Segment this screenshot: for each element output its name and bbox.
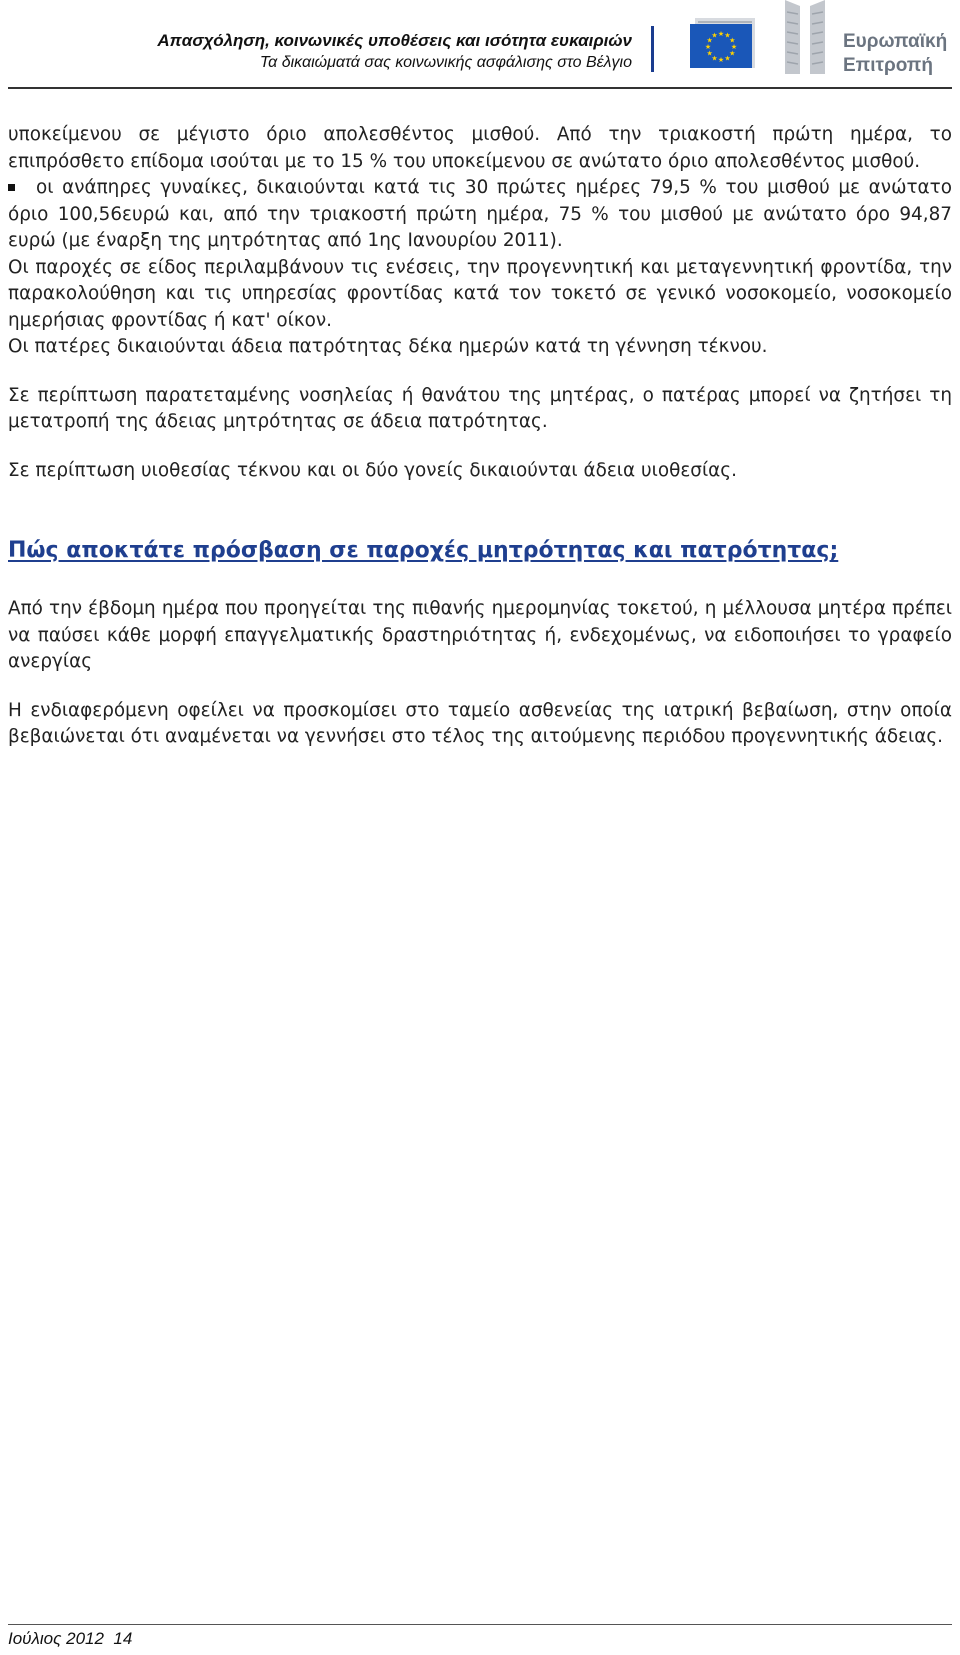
spacer [8,484,952,536]
spacer [8,436,952,458]
page-footer [8,1629,132,1649]
header-rule [8,87,952,89]
paragraph-adoption-leave: Σε περίπτωση υιοθεσίας τέκνου και οι δύο γονείς δικαιούνται άδεια υιοθεσίας. [8,459,737,481]
page-header [0,0,960,90]
paragraph-access-1: Από την έβδομη ημέρα που προηγείται της πιθανής ημερομηνίας τοκετού, η μέλλουσα μητέρα πρέπει να παύσει κάθε μορφή επαγγελματικής δραστηριότητας ή, ενδεχομένως, να ειδοποιήσει το γραφείο ανεργίας [8,598,952,672]
page-number: 14 [113,1629,133,1648]
logo-text [843,30,947,78]
spacer [8,566,952,596]
logo-line-2: Επιτροπή [843,55,933,76]
svg-text:★: ★ [711,31,718,40]
header-titles [157,30,632,74]
bullet-item-text: οι ανάπηρες γυναίκες, δικαιούνται κατά τις 30 πρώτες ημέρες 79,5 % του μισθού με ανώτατο όριο 100,56ευρώ και, από την τριακοστή πρώτη ημέρα, 75 % του μισθού με ανώτατο όρο 94,87 ευρώ (με έναρξη της μητρότητας από 1ης Ιανουρίου 2011). [8,177,952,251]
spacer [8,676,952,698]
paragraph-continued: υποκείμενου σε μέγιστο όριο απολεσθέντος μισθού. Από την τριακοστή πρώτη ημέρα, το επιπρόσθετο επίδομα ισούται με το 15 % του υποκείμενου σε ανώτατο όριο απολεσθέντος μισθού. [8,124,952,172]
svg-text:★: ★ [717,30,725,38]
eu-flag-icon [690,24,752,68]
svg-text:★: ★ [706,36,713,45]
section-heading: Πώς αποκτάτε πρόσβαση σε παροχές μητρότητας και πατρότητας; [8,538,839,563]
svg-text:★: ★ [724,31,731,40]
svg-text:★: ★ [706,49,713,58]
paragraph-transfer-leave: Σε περίπτωση παρατεταμένης νοσηλείας ή θανάτου της μητέρας, ο πατέρας μπορεί να ζητήσει τη μετατροπή της άδειας μητρότητας σε άδεια πατρότητας. [8,384,952,432]
paragraph-benefits-in-kind: Οι παροχές σε είδος περιλαμβάνουν τις ενέσεις, την προγεννητική και μεταγεννητική φροντίδα, την παρακολούθηση και τις υπηρεσίας φροντίδας κατά τον τοκετό σε γενικό νοσοκομείο, νοσοκομείο ημερήσιας φροντίδας ή κατ' οίκον. [8,256,952,331]
svg-text:★: ★ [711,54,718,63]
svg-text:★: ★ [729,49,736,58]
logo-line-1: Ευρωπαϊκή [843,31,948,52]
svg-text:★: ★ [729,36,736,45]
header-subtitle: Τα δικαιώματά σας κοινωνικής ασφάλισης στο Βέλγιο [259,54,632,71]
document-body [8,122,952,751]
spacer [8,361,952,383]
paragraph-access-2: Η ενδιαφερόμενη οφείλει να προσκομίσει στο ταμείο ασθενείας της ιατρική βεβαίωση, στην οποία βεβαιώνεται ότι αναμένεται να γεννήσει στο τέλος της αιτούμενης περιόδου προγεννητικής άδειας. [8,699,952,747]
header-title: Απασχόληση, κοινωνικές υποθέσεις και ισότητα ευκαιριών [157,31,632,50]
svg-text:★: ★ [704,43,712,51]
bullet-item [8,175,952,255]
paragraph-paternity-leave: Οι πατέρες δικαιούνται άδεια πατρότητας δέκα ημερών κατά τη γέννηση τέκνου. [8,336,768,357]
svg-text:★: ★ [724,54,731,63]
square-bullet-icon [8,184,15,191]
header-divider [651,26,654,72]
svg-text:★: ★ [730,43,738,51]
footer-rule [8,1624,952,1625]
footer-date: Ιούλιος 2012 [8,1629,104,1648]
svg-text:★: ★ [717,56,725,64]
